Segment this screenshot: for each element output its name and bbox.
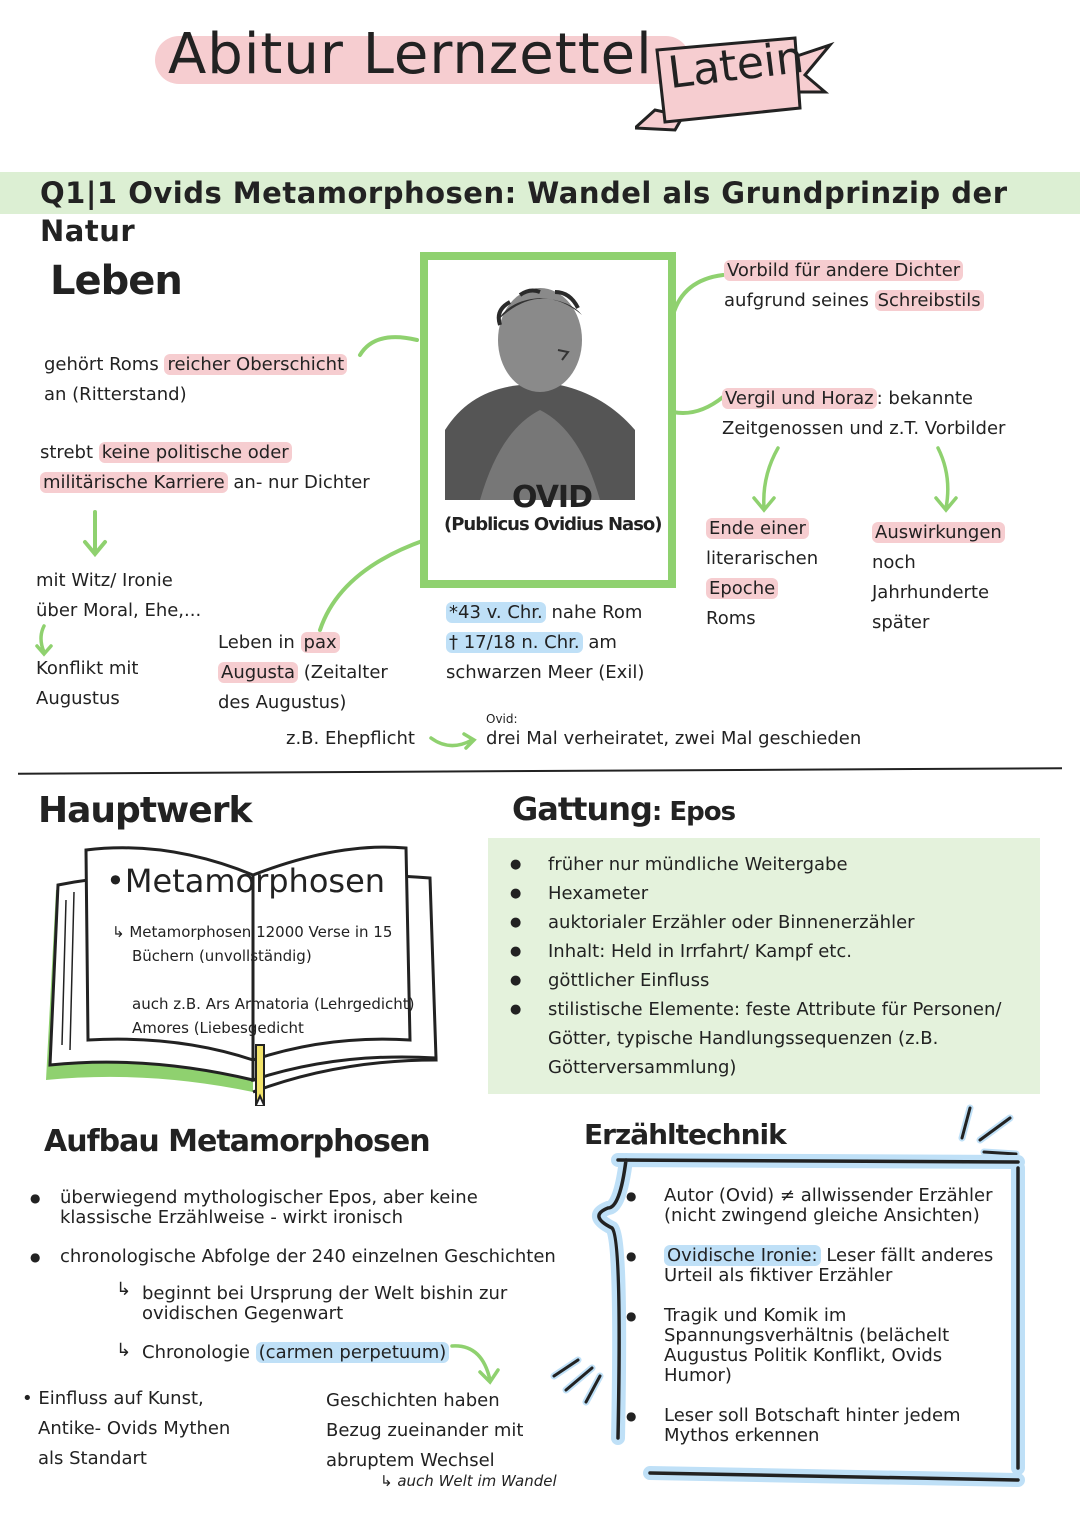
aufbau-einfluss: • Einfluss auf Kunst, Antike- Ovids Mythen als Standart	[22, 1388, 231, 1469]
banner-text: Latein	[665, 31, 807, 100]
portrait-dates: *43 v. Chr. nahe Rom † 17/18 n. Chr. am schwarzen Meer (Exil)	[446, 602, 645, 683]
leben-ehe-result: drei Mal verheiratet, zwei Mal geschieden	[486, 728, 862, 749]
divider	[18, 767, 1062, 774]
hauptwerk-heading: Hauptwerk	[38, 790, 252, 831]
arrow-down-icon	[32, 624, 56, 658]
aufbau-bullet-1: ● überwiegend mythologischer Epos, aber keine klassische Erzählweise - wirkt ironisch	[30, 1187, 478, 1228]
ovid-portrait-image	[440, 280, 640, 500]
leben-item-witz: mit Witz/ Ironie über Moral, Ehe,...	[36, 570, 202, 621]
vergil-text: Vergil und Horaz : bekannte Zeitgenossen und z.T. Vorbilder	[722, 388, 1006, 439]
gattung-item: ● göttlicher Einfluss	[488, 966, 1036, 995]
aufbau-geschichten: Geschichten haben Bezug zueinander mit abruptem Wechsel	[326, 1390, 524, 1471]
connector-line	[355, 330, 425, 380]
book-line3: auch z.B. Ars Armatoria (Lehrgedicht)	[132, 995, 415, 1013]
auswirkungen: Auswirkungen noch Jahrhunderte später	[872, 518, 1005, 638]
gattung-heading: Gattung: Epos	[512, 790, 736, 828]
page-title: Abitur Lernzettel	[168, 22, 653, 87]
leben-item-oberschicht: gehört Roms reicher Oberschicht an (Ritterstand)	[44, 350, 384, 410]
ovid-note: Ovid:	[486, 712, 518, 726]
book-line2: Büchern (unvollständig)	[132, 947, 312, 965]
arrow-right-icon	[428, 730, 478, 754]
gattung-item: ● Hexameter	[488, 879, 1036, 908]
erzaehl-heading: Erzähltechnik	[584, 1118, 786, 1151]
aufbau-heading: Aufbau Metamorphosen	[44, 1124, 430, 1159]
book-title: •Metamorphosen	[106, 862, 386, 900]
aufbau-sub-2: ↳ Chronologie (carmen perpetuum)	[122, 1342, 449, 1364]
aufbau-bullet-2: ● chronologische Abfolge der 240 einzelnen Geschichten	[30, 1246, 556, 1267]
erzaehl-item-ironie: ● Ovidische Ironie: Leser fällt anderes Urteil als fiktiver Erzähler	[614, 1246, 1024, 1286]
connector-line	[668, 392, 728, 442]
arrow-down-icon	[926, 446, 966, 516]
arrow-down-icon	[80, 510, 110, 560]
leben-heading: Leben	[50, 258, 182, 304]
gattung-list	[488, 850, 1036, 1082]
erzaehl-item-tragik: ● Tragik und Komik im Spannungsverhältnis (belächelt Augustus Politik Konflikt, Ovids Humor)	[614, 1306, 1024, 1386]
connector-line	[668, 270, 728, 320]
leben-item-karriere: strebt keine politische oder militärische Karriere an- nur Dichter	[40, 442, 370, 493]
leben-item-konflikt: Konflikt mit Augustus	[36, 658, 139, 709]
book-line1: ↳ Metamorphosen 12000 Verse in 15	[112, 923, 393, 941]
gattung-item: ● früher nur mündliche Weitergabe	[488, 850, 1036, 879]
gattung-item: ● auktorialer Erzähler oder Binnenerzähler	[488, 908, 1036, 937]
leben-item-pax: Leben in pax Augusta (Zeitalter des Augustus)	[218, 632, 388, 713]
erzaehl-item-botschaft: ● Leser soll Botschaft hinter jedem Mythos erkennen	[614, 1406, 1024, 1446]
book-line4: Amores (Liebesgedicht	[132, 1019, 304, 1037]
section-heading: Q1|1 Ovids Metamorphosen: Wandel als Grundprinzip der Natur	[40, 176, 1008, 248]
portrait-name: OVID	[512, 480, 592, 515]
gattung-item: ● stilistische Elemente: feste Attribute für Personen/ Götter, typische Handlungssequenzen (z.B. Götterversammlung)	[488, 995, 1036, 1082]
leben-ehepflicht: z.B. Ehepflicht	[286, 728, 415, 749]
arrow-down-icon	[448, 1340, 508, 1390]
ende-epoche: Ende einer literarischen Epoche Roms	[706, 518, 819, 629]
connector-line	[310, 520, 430, 640]
aufbau-sub-1: ↳ beginnt bei Ursprung der Welt bishin zur ovidischen Gegenwart	[116, 1279, 508, 1324]
portrait-fullname: (Publicus Ovidius Naso)	[444, 514, 662, 535]
erzaehl-list	[614, 1186, 1024, 1466]
erzaehl-item-autor: ● Autor (Ovid) ≠ allwissender Erzähler (nicht zwingend gleiche Ansichten)	[614, 1186, 1024, 1226]
aufbau-note: ↳ auch Welt im Wandel	[380, 1472, 557, 1490]
gattung-item: ● Inhalt: Held in Irrfahrt/ Kampf etc.	[488, 937, 1036, 966]
arrow-down-icon	[748, 446, 788, 516]
vorbild-text: Vorbild für andere Dichter aufgrund seines Schreibstils	[724, 256, 984, 316]
